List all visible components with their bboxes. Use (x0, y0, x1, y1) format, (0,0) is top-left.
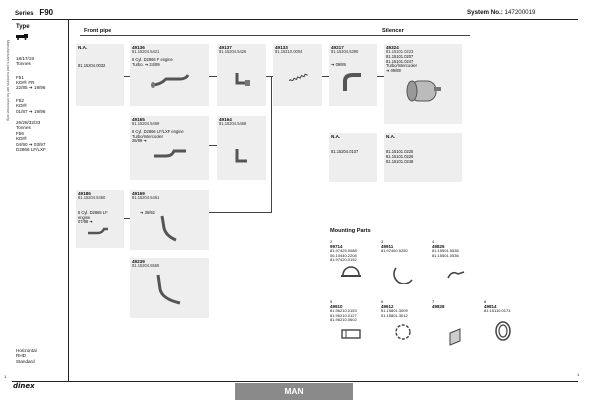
connector-line (209, 145, 217, 146)
pipe-section-icon (233, 147, 251, 167)
oem-number: 81.15101.0207 (386, 53, 414, 59)
part-number: 49910 (330, 303, 343, 309)
part-number: 99714 (330, 243, 343, 249)
pipe-section-icon (233, 71, 251, 89)
oem-number: 81.15204.5460 (78, 195, 106, 201)
part-card-na-1[interactable] (76, 44, 124, 106)
part-number: 49137 (219, 44, 232, 50)
part-number: 49825 (432, 243, 445, 249)
part-description: 07/88 ➔ (78, 219, 93, 225)
part-description: 6 Cyl. D2866 F engine (132, 56, 173, 62)
type-block-2 (16, 75, 66, 91)
type-text: 01/87 ➔ 19/96 (16, 108, 46, 114)
truck-icon (16, 34, 28, 40)
part-number: 49133 (275, 44, 288, 50)
connector-line (322, 76, 329, 77)
brand-tab: MAN (235, 383, 353, 400)
connector-line (271, 76, 272, 213)
type-text: KDI® (16, 103, 28, 109)
dinex-logo: dinex (13, 382, 35, 390)
mounting-item-5[interactable] (330, 300, 378, 342)
oem-number: 81.15210.0004 (275, 49, 303, 55)
oem-number: 81.15204.5426 (219, 49, 247, 55)
series-label: Series (15, 10, 34, 17)
orientation-text: RHD (16, 353, 26, 359)
part-card-na-3[interactable] (384, 133, 462, 182)
ring-clamp-icon (393, 322, 413, 342)
oem-number: 81.15204.5469 (132, 121, 160, 127)
part-card-49169[interactable] (130, 190, 209, 250)
oem-number: 81.15204.5565 (132, 263, 160, 269)
oem-number: 81.96210.0602 (330, 317, 357, 323)
part-card-49324[interactable] (384, 44, 462, 124)
type-label: Type (16, 24, 30, 30)
part-number: N.A. (331, 133, 341, 139)
type-sidebar (16, 25, 66, 153)
part-number: N.A. (386, 133, 396, 139)
hanger-icon (446, 268, 466, 282)
part-description: Turbo/Intercooler (132, 133, 164, 139)
item-index: 7 (432, 299, 435, 304)
oem-number: 81.15101.0226 (386, 153, 414, 159)
type-block-4 (16, 120, 66, 152)
front-pipe-icon (86, 226, 110, 236)
front-pipe-icon (150, 71, 190, 91)
part-number: 49911 (381, 243, 394, 249)
silencer-icon (404, 77, 442, 105)
mounting-parts-heading: Mounting Parts (330, 228, 371, 234)
tail-pipe-icon (341, 71, 365, 93)
connector-line (209, 76, 217, 77)
part-number: 49186 (78, 190, 91, 196)
flex-pipe-icon (285, 69, 309, 81)
oem-number: 81.15101.0225 (386, 149, 414, 155)
oem-number: 81.97425.0088 (330, 248, 357, 254)
mounting-item-3[interactable] (381, 240, 429, 284)
part-number: 49136 (132, 44, 145, 50)
section-rule (80, 35, 470, 36)
part-card-49239[interactable] (130, 258, 209, 318)
side-note: Manufacturer's part numbers are for reference only (6, 40, 10, 121)
part-card-na-2[interactable] (329, 133, 377, 182)
part-number: 49239 (132, 258, 145, 264)
oem-number: 81.15204.5390 (331, 49, 359, 55)
silencer-heading: Silencer (382, 28, 404, 34)
item-index: 5 (330, 299, 333, 304)
part-card-49217[interactable] (329, 44, 377, 106)
mounting-item-2[interactable] (330, 240, 378, 283)
item-index: 4 (432, 239, 435, 244)
type-text: F51 (16, 74, 24, 80)
mounting-item-7[interactable] (432, 300, 482, 349)
oem-number: 81.15501.5536 (432, 248, 459, 254)
part-card-49165[interactable] (130, 116, 209, 180)
gasket-ring-icon (492, 320, 514, 342)
part-number: 49828 (432, 303, 445, 309)
oem-number: 81.96210.0127 (330, 312, 357, 318)
page-number-left: 1 (4, 374, 7, 379)
orientation-text: Horizontal (16, 348, 37, 353)
series-value: F90 (39, 8, 54, 17)
connector-line (266, 76, 273, 77)
part-description: ➔ 36/92 (140, 209, 155, 215)
part-number: 49169 (132, 190, 145, 196)
strap-icon (393, 264, 415, 284)
header-rule (12, 19, 578, 20)
type-text: KDI® FR (16, 80, 35, 86)
oem-number: 81.15101.0223 (386, 49, 414, 55)
bent-pipe-icon (158, 214, 180, 242)
part-number: N.A. (78, 44, 88, 50)
oem-number: 81.15101.0248 (386, 158, 414, 164)
type-text: F52 (16, 97, 24, 103)
part-number: 49324 (386, 44, 399, 50)
oem-number: 81.97460.5250 (381, 248, 408, 254)
part-number: 49217 (331, 44, 344, 50)
sidebar-divider (68, 19, 69, 382)
mounting-item-6[interactable] (381, 300, 429, 342)
oem-number: 81.15101.0247 (386, 58, 414, 64)
part-number: 49814 (484, 303, 497, 309)
oem-number: 81.97420.0152 (330, 257, 357, 263)
type-text: Tonnes (16, 125, 31, 131)
mounting-item-8[interactable] (484, 300, 534, 342)
item-index: 3 (381, 239, 384, 244)
part-description: Turbo. ➔ 24/89 (132, 61, 160, 67)
oem-number: 81.96210.0153 (330, 308, 357, 314)
system-value: 147200019 (504, 9, 536, 16)
bracket-icon (340, 326, 362, 342)
part-number: 49165 (132, 116, 145, 122)
part-description: engine (78, 214, 91, 220)
system-label: System No.: (467, 9, 503, 16)
oem-number: 81.15501.0536 (432, 252, 459, 258)
type-text: 22/85 ➔ 19/96 (16, 85, 46, 91)
part-card-49186[interactable] (76, 190, 124, 248)
part-description: Turbo/Intercooler (386, 63, 418, 69)
mounting-bracket-icon (446, 327, 466, 349)
part-description: 25/89 ➔ (132, 138, 147, 144)
front-pipe-heading: Front pipe (84, 28, 112, 34)
part-description: 6 Cyl. D2866 LF/LXF engine (132, 128, 184, 134)
part-card-49133[interactable] (273, 44, 322, 106)
page-number-right: 1 (577, 372, 580, 377)
item-index: 6 (381, 299, 384, 304)
oem-number: 81.15204.5421 (132, 49, 160, 55)
part-description: ➔ 09/89 (331, 61, 346, 67)
series-heading (15, 8, 53, 17)
part-card-49137[interactable] (217, 44, 266, 106)
part-number: 49164 (219, 116, 232, 122)
system-number (467, 9, 535, 16)
oem-number: 06.10440.2208 (330, 252, 357, 258)
item-index: 8 (484, 299, 487, 304)
connector-line (377, 76, 384, 77)
part-card-49136[interactable] (130, 44, 209, 106)
oem-number: 81.15110.0173 (484, 308, 511, 314)
type-block-1 (16, 56, 66, 67)
type-text: F56 (16, 130, 24, 136)
type-text: D2866 LF/LXF (16, 147, 46, 153)
mounting-item-4[interactable] (432, 240, 482, 282)
oem-number: 81.15204.5461 (132, 195, 160, 201)
oem-number: 51.15801.3012 (381, 312, 408, 318)
oem-number: 51.15801.3009 (381, 308, 408, 314)
footer-rule (12, 381, 578, 382)
type-text: KDI® (16, 136, 28, 142)
type-text: 26/28/32/33 (16, 120, 41, 126)
type-text: 04/90 ➔ 03/97 (16, 141, 46, 147)
item-index: 2 (330, 239, 333, 244)
clamp-icon (340, 265, 362, 283)
type-block-3 (16, 98, 66, 114)
part-card-49164[interactable] (217, 116, 266, 180)
part-description: ➔ 09/89 (386, 68, 401, 74)
oem-number: 81.15204.0032 (78, 63, 106, 69)
orientation-info (16, 348, 37, 364)
type-text: Tonnes (16, 61, 31, 67)
connector-line (209, 212, 271, 213)
part-number: 49612 (381, 303, 394, 309)
front-pipe-icon (152, 146, 188, 160)
bent-pipe-icon (154, 273, 184, 307)
oem-number: 81.15204.5468 (219, 121, 247, 127)
oem-number: 81.15204.0107 (331, 149, 359, 155)
part-description: 5 Cyl. D2865 LF (78, 209, 108, 215)
orientation-text: Standard (16, 358, 35, 364)
type-text: 18/17/19 (16, 55, 34, 61)
